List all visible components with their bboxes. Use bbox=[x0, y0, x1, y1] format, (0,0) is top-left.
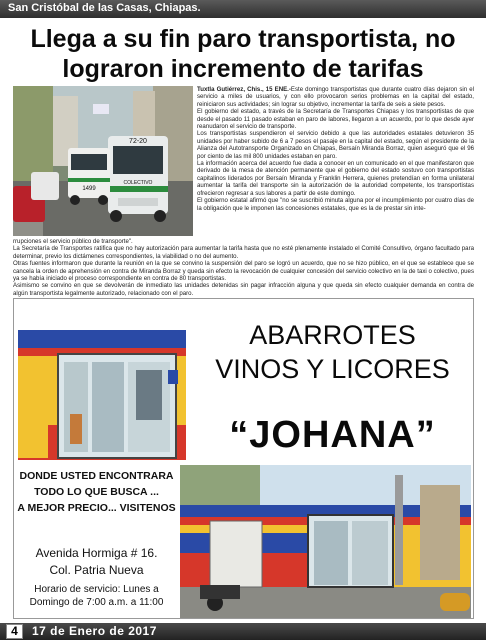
article-dateline: Tuxtla Gutiérrez, Chis., 15 ENE.- bbox=[197, 86, 291, 93]
ad-address-line2: Col. Patria Nueva bbox=[49, 563, 144, 577]
article-column-full bbox=[13, 238, 474, 297]
article-paragraph: La Secretaría de Transportes ratifica que no hay autorización para aumentar la tarifa hasta que no esté plenamente instalado el Comité Consultivo, órgano facultado para determinar, previo los dictámenes correspondientes, la viabilidad o no del aumento. bbox=[13, 245, 474, 260]
ad-slogan bbox=[14, 468, 179, 516]
ad-hours bbox=[14, 583, 179, 609]
taxi-number: 1499 bbox=[82, 186, 96, 192]
article-paragraph: El gobierno estatal afirmó que "no se suscribió minuta alguna por el incumplimiento por cuatro días de la obligación que le imponen las concesiones estatales, que es la de prestar sin inte- bbox=[197, 197, 474, 212]
article-paragraph: El gobierno del estado, a través de la Secretaría de Transportes Chiapas y los transportistas de que desde el pasado 11 pasado estaban en paro de labores, llegaron a un acuerdo, por lo que desde ayer reanudaron el servicio de transporte. bbox=[197, 108, 474, 131]
article-paragraph: Tuxtla Gutiérrez, Chis., 15 ENE.-Este domingo transportistas que durante cuatro días dejaron sin el servicio a miles de usuarios, y con ello provocaron serios problemas en la capital del estado, reiniciaron sus actividades; sin lograr su objetivo, incrementar la tarifa de seis a siete pesos. bbox=[197, 86, 474, 108]
article-paragraph: Los transportistas suspendieron el servicio debido a que las autoridades estatales detuvieron 35 unidades por haber subido de 6 a 7 pesos el pasaje en la capital del estado, según el presidente de la Alianza del Autotransporte Organizado en Chiapas, Bersaín Miranda Borraz, quien aseguró que el 96 por ciento de las mil 800 unidades estaban en paro. bbox=[197, 130, 474, 160]
ad-title-line2: VINOS Y LICORES bbox=[215, 354, 450, 384]
ad-slogan-line: TODO LO QUE BUSCA ... bbox=[34, 486, 159, 498]
article-paragraph: rrupciones el servicio público de transporte". bbox=[13, 238, 133, 245]
page-number: 4 bbox=[6, 624, 23, 639]
article-headline: Llega a su fin paro transportista, no lograron incremento de tarifas bbox=[30, 25, 456, 83]
header-bar bbox=[0, 0, 486, 18]
ad-title-line1: ABARROTES bbox=[249, 320, 416, 350]
ad-hours-line2: Domingo de 7:00 a.m. a 11:00 bbox=[29, 597, 164, 608]
bus-sign: COLECTIVO bbox=[123, 180, 153, 186]
store-photo-street bbox=[180, 465, 471, 618]
ad-slogan-line: DONDE USTED ENCONTRARA bbox=[19, 470, 174, 482]
bus-street-photo bbox=[13, 86, 193, 236]
ad-slogan-line: A MEJOR PRECIO... VISITENOS bbox=[17, 502, 176, 514]
store-photo-front bbox=[18, 330, 186, 460]
ad-address bbox=[14, 545, 179, 579]
ad-title bbox=[190, 318, 475, 386]
article-paragraph: La información acerca del acuerdo fue dada a conocer en un comunicado en el que manifestaron que derivado de la mesa de atención permanente que el gobierno del estado sostuvo con transportistas capitalinos liderados por Bersaín Miranda y Franklin Herrera, quienes pretendían en forma unilateral aumentar la tarifa del transporte sin la autorización de la autoridad competente, los transportistas ofrecieron regresar a sus labores a partir de este domingo. bbox=[197, 160, 474, 197]
article-paragraph: Otras fuentes informaron que durante la reunión en la que se convino la suspensión del paro se logró un acuerdo, que no se hizo público, en el que se establece que se cancela la orden de aprehensión en contra de Miranda Borraz y queda sin efecto la revocación de cualquier concesión del servicio colectivo en la de taxi o colectivo, pues ya se había iniciado el proceso correspondiente en contra de 80 transportistas. bbox=[13, 260, 474, 283]
article-column-right bbox=[197, 86, 474, 212]
header-location: San Cristóbal de las Casas, Chiapas. bbox=[8, 2, 201, 14]
footer-date: 17 de Enero de 2017 bbox=[32, 624, 157, 638]
ad-store-name: “JOHANA” bbox=[229, 414, 436, 456]
ad-address-line1: Avenida Hormiga # 16. bbox=[35, 546, 158, 560]
bus-route-label: 72-20 bbox=[129, 138, 147, 145]
article-paragraph: Asimismo se convino en que se devolverán de inmediato las unidades detenidas sin pagar infracción alguna y que queda sin efecto cualquier demanda en contra de algún transportista legalmente autorizado, relacionado con el paro. bbox=[13, 282, 474, 297]
ad-hours-line1: Horario de servicio: Lunes a bbox=[34, 584, 159, 595]
